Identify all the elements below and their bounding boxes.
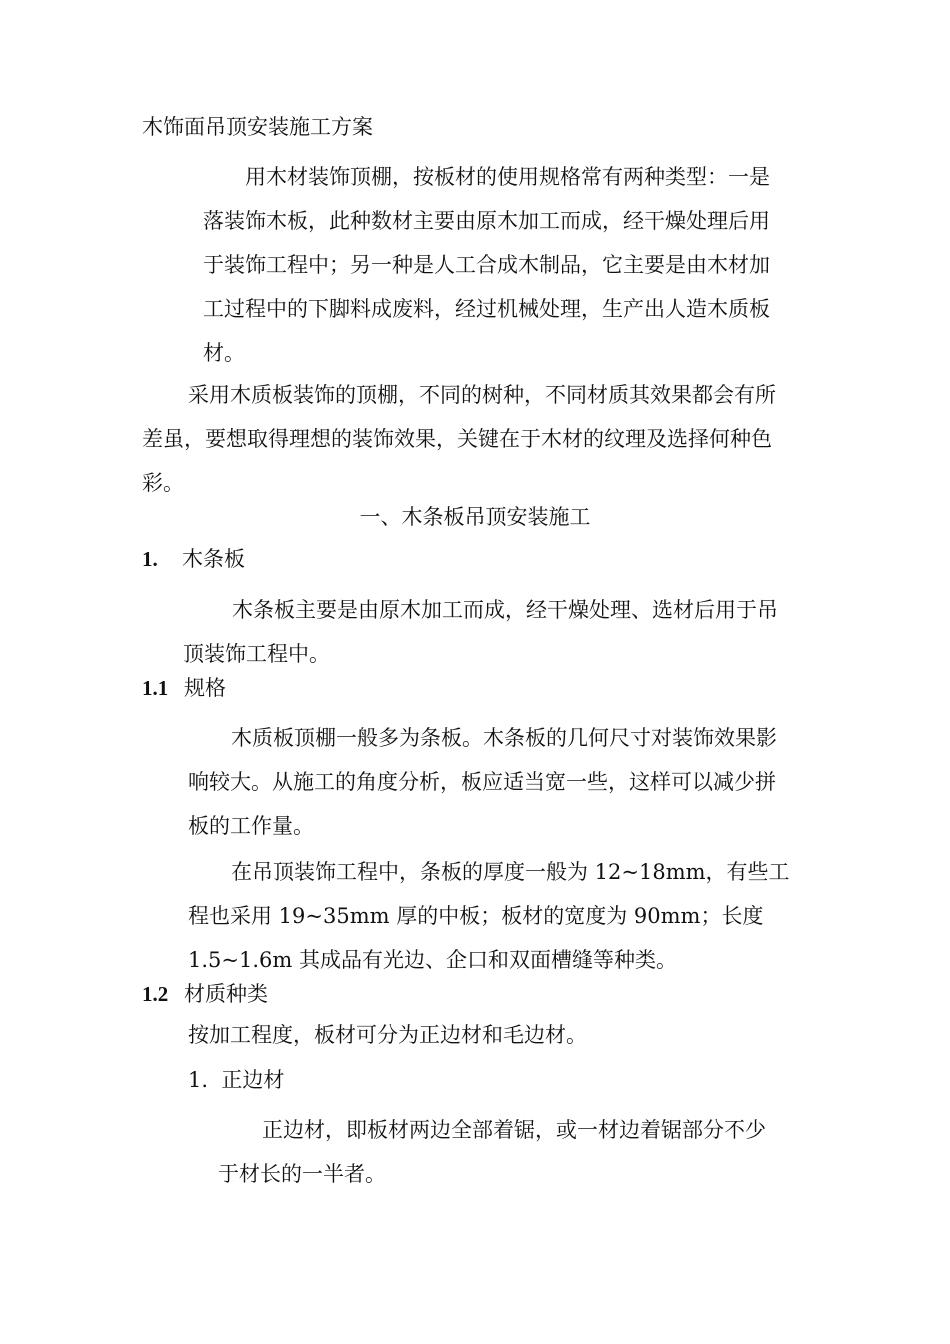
paragraph-1 bbox=[183, 588, 805, 676]
paragraph-1-1b-line-3: 1.5~1.6m 其成品有光边、企口和双面槽缝等种类。 bbox=[188, 948, 677, 972]
heading-1 bbox=[142, 549, 245, 570]
paragraph-1-1a bbox=[188, 716, 805, 848]
intro-paragraph bbox=[203, 155, 805, 375]
intro-line-4: 工过程中的下脚料成废料，经过机械处理，生产出人造木质板 bbox=[203, 297, 770, 321]
paragraph-1-2: 按加工程度，板材可分为正边材和毛边材。 bbox=[188, 1023, 587, 1047]
sub-item-1 bbox=[188, 1070, 284, 1091]
paragraph-1-line-1: 木条板主要是由原木加工而成，经干燥处理、选材后用于吊 bbox=[232, 598, 778, 622]
intro-line-1: 用木材装饰顶棚，按板材的使用规格常有两种类型：一是 bbox=[245, 165, 770, 189]
paragraph-1-1a-line-2: 响较大。从施工的角度分析，板应适当宽一些，这样可以减少拼 bbox=[188, 770, 776, 794]
second-line-2: 差虽，要想取得理想的装饰效果，关键在于木材的纹理及选择何种色 bbox=[142, 427, 772, 451]
heading-1-2-number: 1.2 bbox=[142, 982, 169, 1006]
heading-1-1-text: 规格 bbox=[184, 676, 226, 700]
second-line-1: 采用木质板装饰的顶棚，不同的树种，不同材质其效果都会有所 bbox=[188, 383, 776, 407]
document-title: 木饰面吊顶安装施工方案 bbox=[142, 115, 373, 139]
heading-1-1-number: 1.1 bbox=[142, 676, 169, 700]
sub-item-1-number: 1. bbox=[188, 1068, 209, 1092]
paragraph-1-line-2: 顶装饰工程中。 bbox=[183, 642, 330, 666]
heading-1-2-text: 材质种类 bbox=[184, 982, 268, 1006]
heading-1-number: 1. bbox=[142, 547, 158, 571]
paragraph-1-1b-line-1: 在吊顶装饰工程中，条板的厚度一般为 12~18mm，有些工 bbox=[231, 860, 790, 884]
paragraph-1-1a-line-3: 板的工作量。 bbox=[188, 814, 314, 838]
paragraph-1-1b bbox=[188, 850, 805, 982]
heading-1-2 bbox=[142, 984, 268, 1005]
paragraph-1-1a-line-1: 木质板顶棚一般多为条板。木条板的几何尺寸对装饰效果影 bbox=[231, 726, 777, 750]
paragraph-sub-1 bbox=[218, 1108, 805, 1196]
paragraph-sub-1-line-2: 于材长的一半者。 bbox=[218, 1162, 386, 1186]
intro-line-3: 于装饰工程中；另一种是人工合成木制品，它主要是由木材加 bbox=[203, 253, 770, 277]
paragraph-sub-1-line-1: 正边材，即板材两边全部着锯，或一材边着锯部分不少 bbox=[262, 1118, 766, 1142]
second-paragraph bbox=[142, 373, 805, 505]
sub-item-1-text: 正边材 bbox=[221, 1068, 285, 1092]
section-heading: 一、木条板吊顶安装施工 bbox=[359, 505, 591, 529]
heading-1-1 bbox=[142, 678, 226, 699]
heading-1-text: 木条板 bbox=[182, 547, 245, 571]
intro-line-2: 落装饰木板，此种数材主要由原木加工而成，经干燥处理后用 bbox=[203, 209, 770, 233]
second-line-3: 彩。 bbox=[142, 471, 184, 495]
intro-line-5: 材。 bbox=[203, 341, 245, 365]
paragraph-1-1b-line-2: 程也采用 19~35mm 厚的中板；板材的宽度为 90mm；长度 bbox=[188, 904, 764, 928]
